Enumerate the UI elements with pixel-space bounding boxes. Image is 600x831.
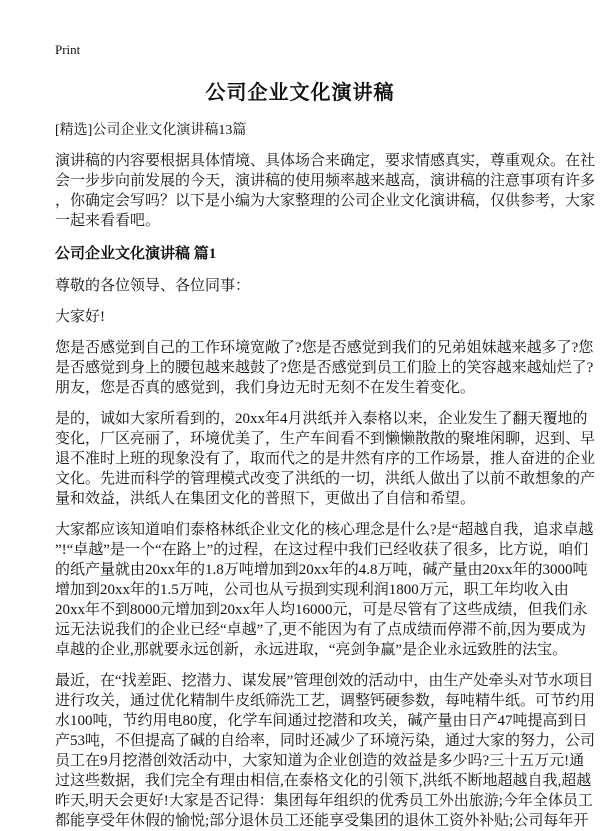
- section-heading: 公司企业文化演讲稿 篇1: [55, 246, 217, 262]
- greeting: 尊敬的各位领导、各位同事：: [55, 278, 251, 294]
- text-line: 过这些数据，我们完全有理由相信,在泰格文化的引领下,洪纸不断地超越自我,超越: [55, 773, 592, 789]
- text-line: 文化。先进而科学的管理模式改变了洪纸的一切，洪纸人做出了以前不敢想象的产: [55, 471, 596, 487]
- text-line: 产53吨，不但提高了碱的自给率，同时还减少了环境污染，通过大家的努力，公司: [55, 733, 596, 749]
- text-line: 进行攻关，通过优化精制牛皮纸筛洗工艺，调整钙硬参数，每吨精牛纸。可节约用: [55, 693, 596, 709]
- text-line: 水100吨，节约用电80度，化学车间通过挖潜和攻关，碱产量由日产47吨提高到日: [55, 713, 588, 729]
- text-line: 您是否感觉到自己的工作环境宽敞了?您是否感觉到我们的兄弟姐妹越来越多了?您: [55, 340, 594, 356]
- text-line: 的纸产量就由20xx年的1.8万吨增加到20xx年的4.8万吨，碱产量由20xx年的3000吨: [55, 562, 588, 578]
- document-subtitle: [精选]公司企业文化演讲稿13篇: [55, 123, 247, 138]
- text-line: 卓越的企业,那就要永远创新，永远进取，“亮剑争赢”是企业永远致胜的法宝。: [55, 642, 568, 658]
- text-line: 演讲稿的内容要根据具体情境、具体场合来确定，要求情感真实，尊重观众。在社: [55, 153, 596, 169]
- text-line: 远无法说我们的企业已经“卓越”了,更不能因为有了点成绩而停滞不前,因为要成为: [55, 622, 586, 638]
- intro-paragraph: [55, 151, 596, 231]
- body-paragraph: [55, 338, 594, 398]
- text-line: 最近，在“找差距、挖潜力、谋发展”管理创效的活动中，由生产处牵头对节水项目: [55, 673, 594, 689]
- text-line: 员工在9月挖潜创效活动中，大家知道为企业创造的效益是多少吗?三十五万元!通: [55, 753, 585, 769]
- text-line: 是否感觉到身上的腰包越来越鼓了?您是否感觉到员工们脸上的笑容越来越灿烂了?: [55, 360, 594, 376]
- text-line: 会一步步向前发展的今天，演讲稿的使用频率越来越高，演讲稿的注意事项有许多: [55, 173, 596, 189]
- document-title: 公司企业文化演讲稿: [205, 82, 395, 104]
- hello: 大家好!: [55, 309, 105, 325]
- text-line: 是的，诚如大家所看到的，20xx年4月洪纸并入泰格以来，企业发生了翻天覆地的: [55, 411, 588, 427]
- text-line: 20xx年不到8000元增加到20xx年人均16000元，可是尽管有了这些成绩，但我们永: [55, 602, 588, 618]
- text-line: 朋友，您是否真的感觉到，我们身边无时无刻不在发生着变化。: [55, 380, 476, 396]
- body-paragraph: [55, 409, 596, 509]
- text-line: ，你确定会写吗？以下是小编为大家整理的公司企业文化演讲稿，仅供参考，大家: [55, 193, 596, 209]
- body-paragraph: [55, 671, 596, 831]
- print-label[interactable]: Print: [55, 42, 81, 57]
- text-line: 变化，厂区亮丽了，环境优美了，生产车间看不到懒懒散散的聚堆闲聊，迟到、早: [55, 431, 596, 447]
- text-line: 退不准时上班的现象没有了，取而代之的是井然有序的工作场景，推人奋进的企业: [55, 451, 596, 467]
- text-line: 大家都应该知道咱们泰格林纸企业文化的核心理念是什么?是“超越自我，追求卓越: [55, 522, 594, 538]
- text-line: ”!“卓越”是一个“在路上”的过程，在这过程中我们已经收获了很多，比方说，咱们: [55, 542, 589, 558]
- text-line: 都能享受年休假的愉悦;部分退休员工还能享受集团的退休工资外补贴;公司每年开: [55, 813, 589, 829]
- text-line: 一起来看看吧。: [55, 213, 161, 229]
- text-line: 增加到20xx年的1.5万吨，公司也从亏损到实现利润1800万元，职工年均收入由: [55, 582, 569, 598]
- text-line: 量和效益，洪纸人在集团文化的普照下，更做出了自信和希望。: [55, 491, 476, 507]
- body-paragraph: [55, 520, 594, 660]
- text-line: 昨天,明天会更好!大家是否记得：集团每年组织的优秀员工外出旅游;今年全体员工: [55, 793, 593, 809]
